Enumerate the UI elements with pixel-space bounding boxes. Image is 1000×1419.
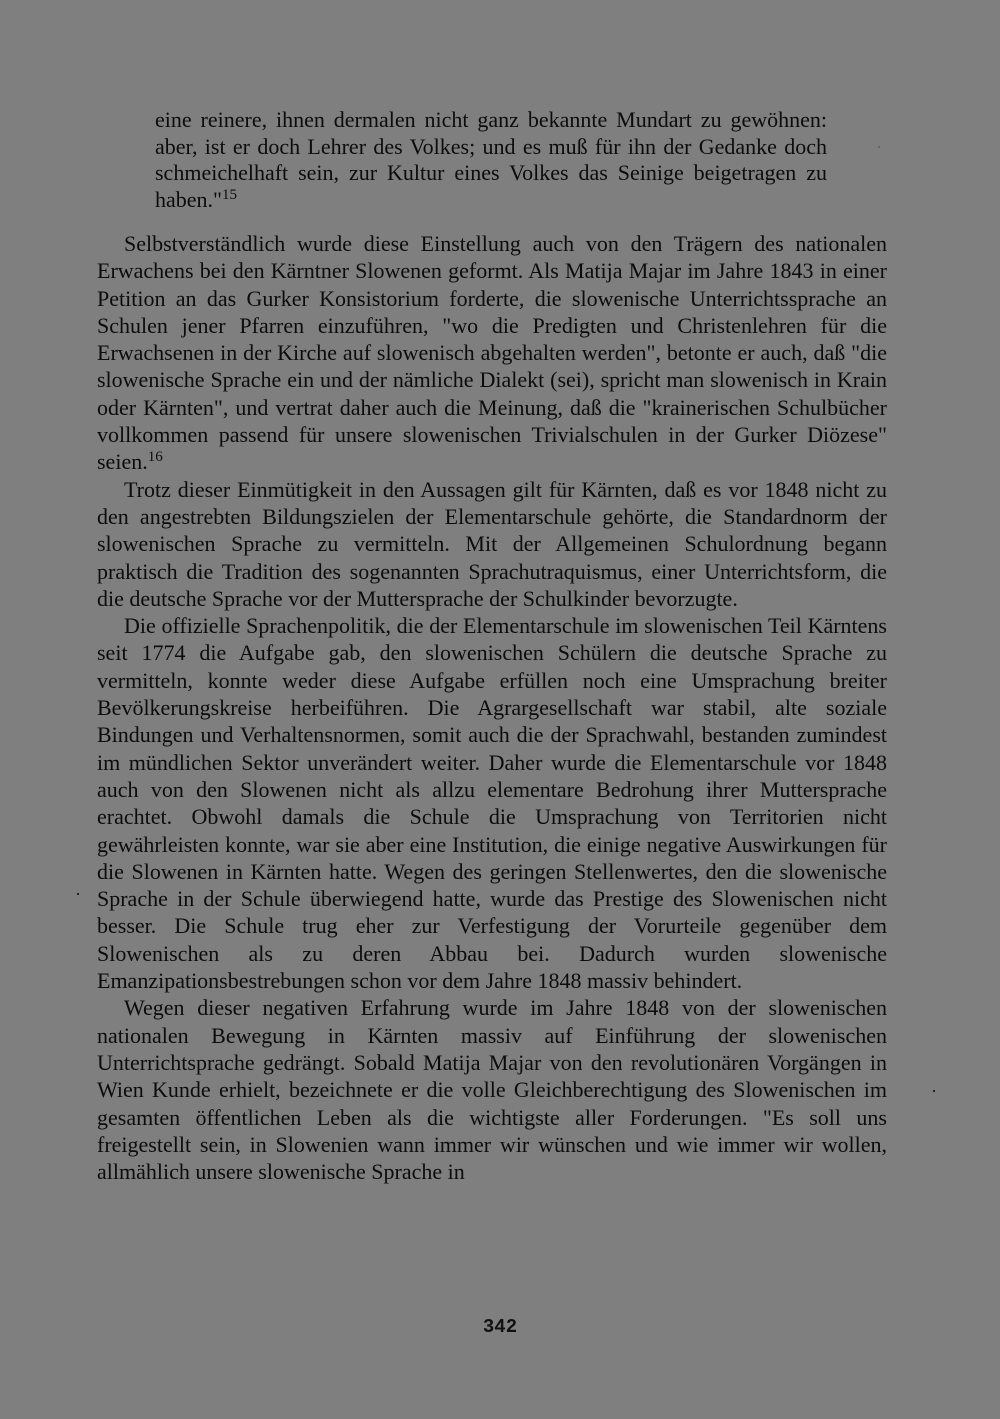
footnote-ref-16: 16 [147, 449, 163, 466]
paragraph-1-text: Selbstverständlich wurde diese Einstellung auch von den Trägern des nationalen Erwachens bei den Kärntner Slowenen geformt. Als Matija Majar im Jahre 1843 in einer Petition an das Gurker Konsistorium forderte, die slowenische Unterrichtssprache an Schulen jener Pfarren einzuführen, "wo die Predigten und Christenlehren für die Erwachsenen in der Kirche auf slowenisch abgehalten werden", betonte er auch, daß "die slowenische Sprache ein und der nämliche Dialekt (sei), spricht man slowenisch in Krain oder Kärnten", und vertrat daher auch die Meinung, daß die "krainerischen Schulbücher vollkommen passend für unsere slowenischen Trivialschulen in der Gurker Diözese" seien. [97, 231, 887, 475]
paragraph-1 [97, 230, 887, 476]
page-number: 342 [482, 1316, 518, 1338]
body-text [97, 230, 887, 1185]
block-quote [155, 107, 827, 213]
quote-text: eine reinere, ihnen dermalen nicht ganz bekannte Mundart zu gewöhnen: aber, ist er doch Lehrer des Volkes; und es muß für ihn der Gedanke doch schmeichelhaft sein, zur Kultur eines Volkes das Seinige beigetragen zu haben." [155, 107, 827, 212]
scan-speck [933, 1090, 935, 1092]
scan-speck [878, 146, 880, 148]
paragraph-2: Trotz dieser Einmütigkeit in den Aussagen gilt für Kärnten, daß es vor 1848 nicht zu den angestrebten Bildungszielen der Elementarschule gehörte, die Standardnorm der slowenischen Sprache zu vermitteln. Mit der Allgemeinen Schulordnung begann praktisch die Tradition des sogenannten Sprachutraquismus, einer Unterrichtsform, die die deutsche Sprache vor der Muttersprache der Schulkinder bevorzugte. [97, 476, 887, 611]
paragraph-4: Wegen dieser negativen Erfahrung wurde im Jahre 1848 von der slowenischen nationalen Bewegung in Kärnten massiv auf Einführung der slowenischen Unterrichtsprache gedrängt. Sobald Matija Majar von den revolutionären Vorgängen in Wien Kunde erhielt, bezeichnete er die volle Gleichberechtigung des Slowenischen im gesamten öffentlichen Leben als die wichtigste aller Forderungen. "Es soll uns freigestellt sein, in Slowenien wann immer wir wünschen und wie immer wir wollen, allmählich unsere slowenische Sprache in [97, 995, 887, 1185]
footnote-ref-15: 15 [222, 186, 238, 203]
paragraph-3: Die offizielle Sprachenpolitik, die der Elementarschule im slowenischen Teil Kärntens seit 1774 die Aufgabe gab, den slowenischen Schülern die deutsche Sprache zu vermitteln, konnte weder diese Aufgabe erfüllen noch eine Umsprachung breiter Bevölkerungskreise herbeiführen. Die Agrargesellschaft war stabil, alte soziale Bindungen und Verhaltensnormen, somit auch die der Sprachwahl, bestanden zumindest im mündlichen Sektor unverändert weiter. Daher wurde die Elementarschule vor 1848 auch von den Slowenen nicht als allzu elementare Bedrohung ihrer Muttersprache erachtet. Obwohl damals die Schule die Umsprachung von Territorien nicht gewährleisten konnte, war sie aber eine Institution, die einige negative Auswirkungen für die Slowenen in Kärnten hatte. Wegen des geringen Stellenwertes, den die slowenische Sprache in der Schule überwiegend hatte, wurde das Prestige des Slowenischen nicht besser. Die Schule trug eher zur Verfestigung der Vorurteile gegenüber dem Slowenischen als zu deren Abbau bei. Dadurch wurden slowenische Emanzipationsbestrebungen schon vor dem Jahre 1848 massiv behindert. [97, 613, 887, 994]
scan-speck [77, 893, 79, 895]
